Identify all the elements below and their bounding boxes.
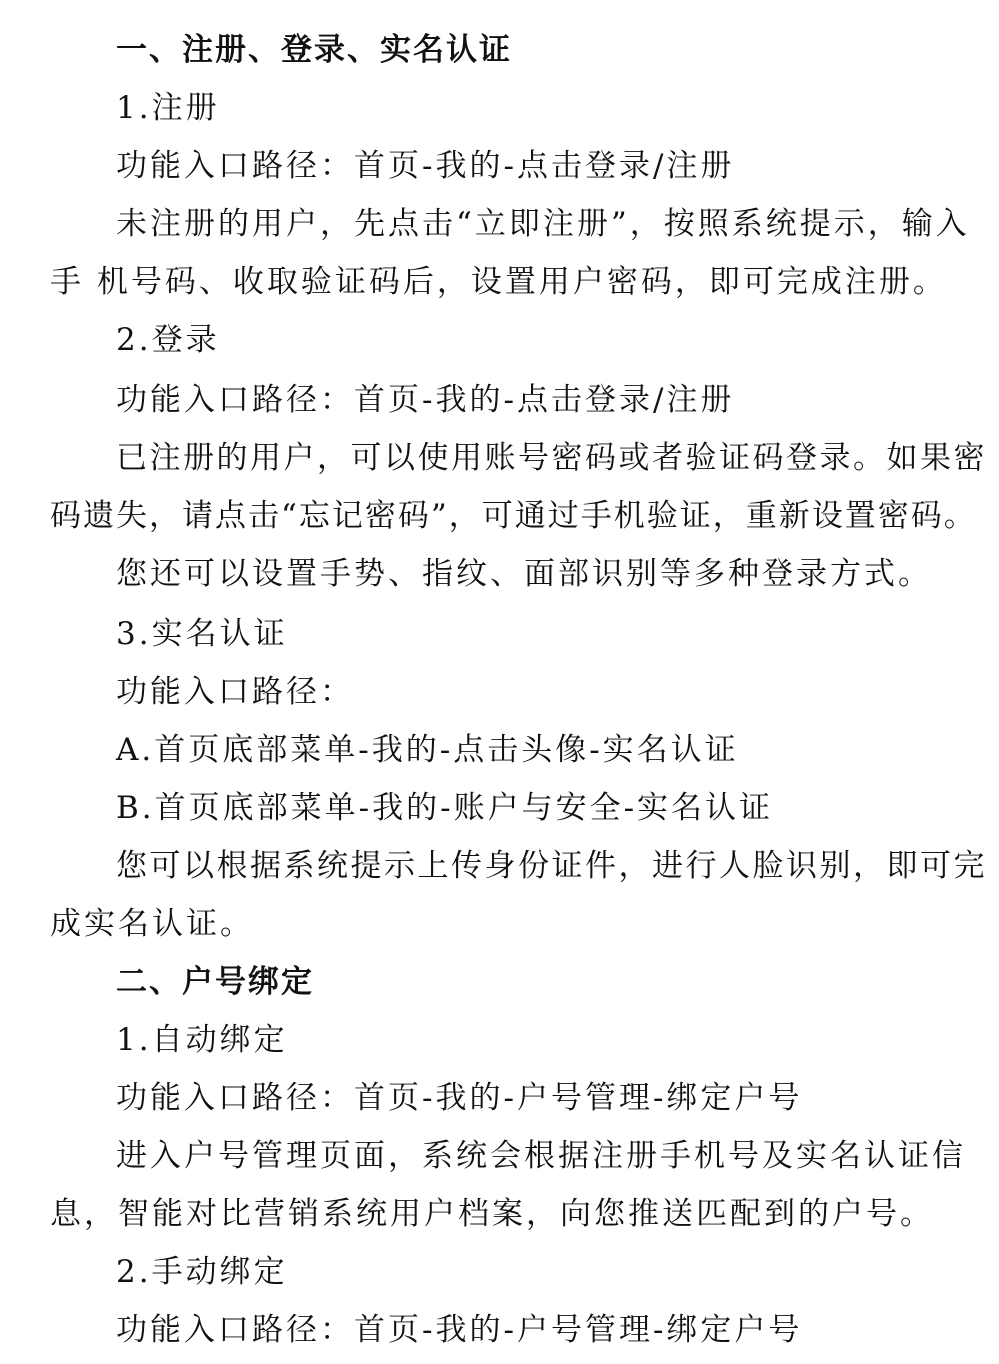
- paragraph-login-methods: 您还可以设置手势、指纹、面部识别等多种登录方式。: [116, 556, 932, 592]
- entry-path-register: 功能入口路径：首页-我的-点击登录/注册: [116, 148, 735, 184]
- subheading-manual-binding: 2.手动绑定: [116, 1254, 288, 1290]
- entry-path-real-name-auth: 功能入口路径：: [116, 674, 354, 710]
- section-heading-account-binding: 二、户号绑定: [116, 964, 314, 1000]
- paragraph-real-name-line-2: 成实名认证。: [50, 906, 254, 942]
- entry-path-option-b: B.首页底部菜单-我的-账户与安全-实名认证: [116, 790, 774, 826]
- subheading-register: 1.注册: [116, 90, 220, 126]
- entry-path-auto-binding: 功能入口路径：首页-我的-户号管理-绑定户号: [116, 1080, 803, 1116]
- paragraph-register-line-2: 手 机号码、收取验证码后，设置用户密码，即可完成注册。: [50, 264, 947, 300]
- entry-path-manual-binding: 功能入口路径：首页-我的-户号管理-绑定户号: [116, 1312, 803, 1348]
- paragraph-login-line-2: 码遗失，请点击“忘记密码”，可通过手机验证，重新设置密码。: [50, 498, 977, 534]
- paragraph-real-name-line-1: 您可以根据系统提示上传身份证件，进行人脸识别，即可完: [116, 848, 987, 884]
- paragraph-register-line-1: 未注册的用户，先点击“立即注册”，按照系统提示，输入: [116, 206, 970, 242]
- entry-path-option-a: A.首页底部菜单-我的-点击头像-实名认证: [116, 732, 739, 768]
- subheading-login: 2.登录: [116, 322, 220, 358]
- paragraph-auto-binding-line-1: 进入户号管理页面，系统会根据注册手机号及实名认证信: [116, 1138, 966, 1174]
- paragraph-login-line-1: 已注册的用户，可以使用账号密码或者验证码登录。如果密: [116, 440, 987, 476]
- subheading-auto-binding: 1.自动绑定: [116, 1022, 288, 1058]
- section-heading-registration: 一、注册、登录、实名认证: [116, 32, 512, 68]
- subheading-real-name-auth: 3.实名认证: [116, 616, 288, 652]
- paragraph-auto-binding-line-2: 息，智能对比营销系统用户档案，向您推送匹配到的户号。: [50, 1196, 934, 1232]
- entry-path-login: 功能入口路径：首页-我的-点击登录/注册: [116, 382, 735, 418]
